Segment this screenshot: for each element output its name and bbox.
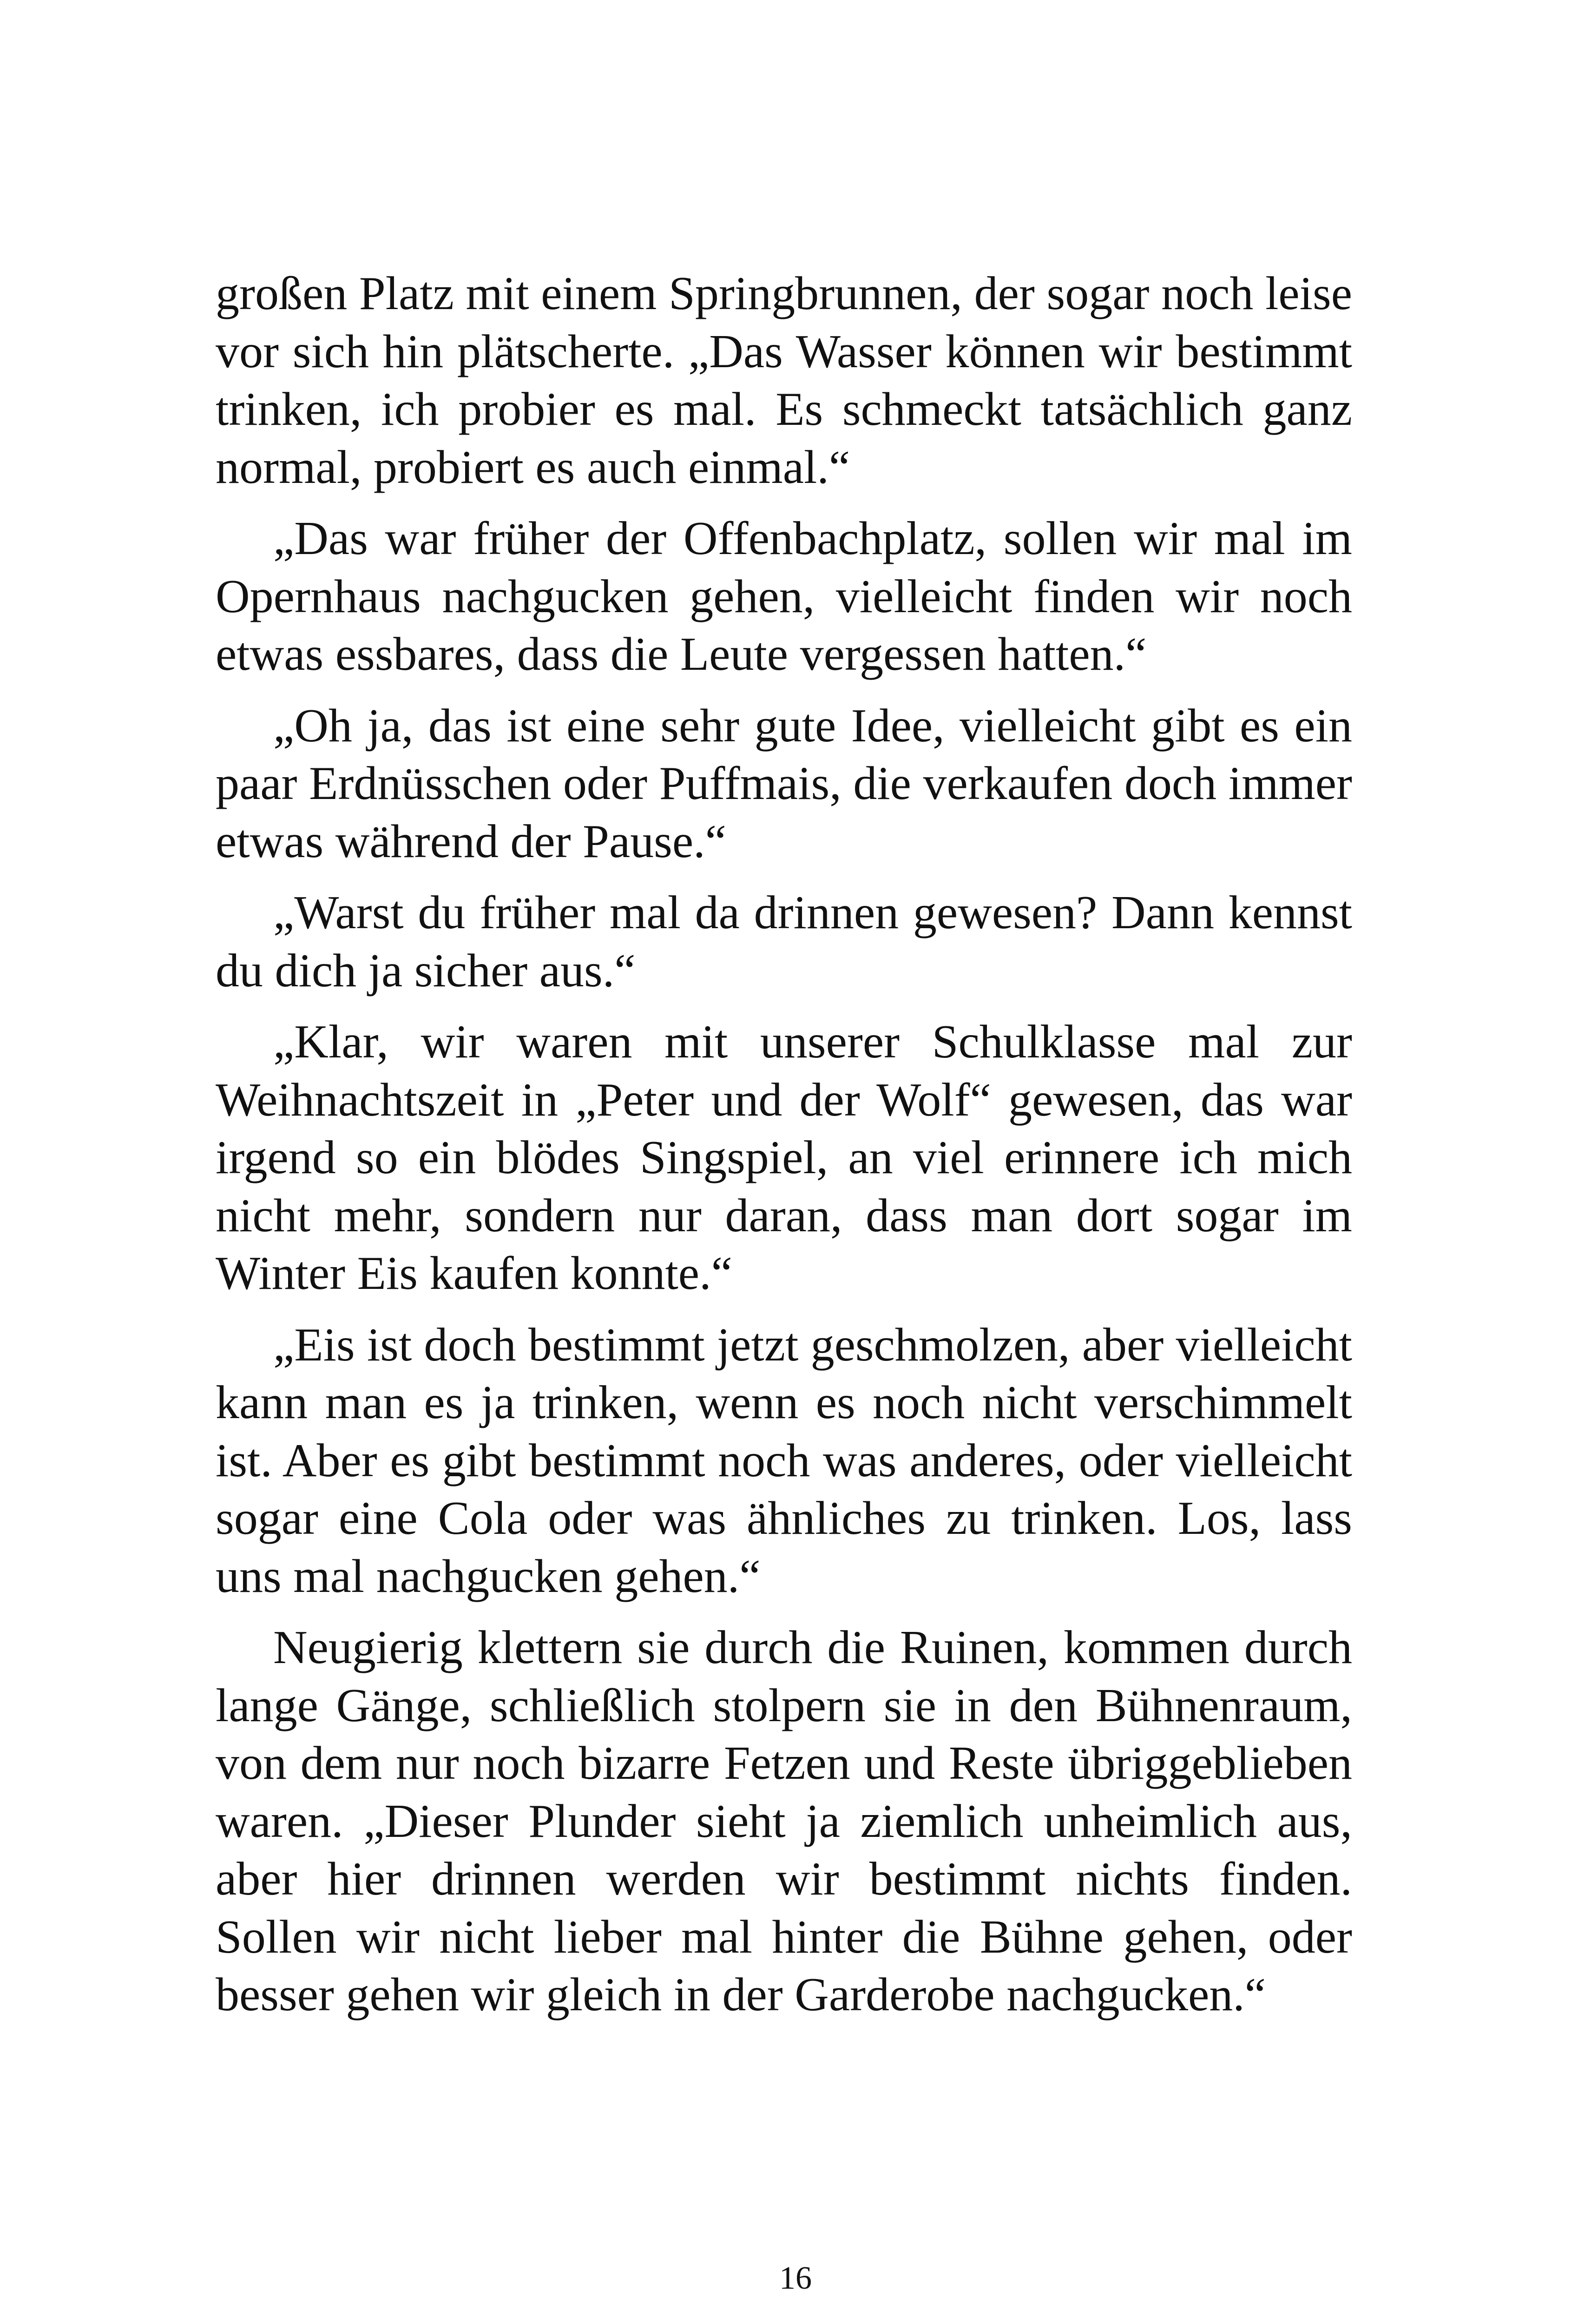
paragraph: großen Platz mit einem Springbrunnen, der sogar noch leise vor sich hin plätscherte. „Das Wasser können wir bestimmt trinken, ich probier es mal. Es schmeckt tatsächlich ganz normal, probiert es auch einmal.“ [216, 267, 1352, 494]
paragraph: „Das war früher der Offenbachplatz, sollen wir mal im Opernhaus nachgucken gehen, vielleicht finden wir noch etwas essbares, dass die Leute vergessen hatten.“ [216, 512, 1352, 680]
paragraph: „Oh ja, das ist eine sehr gute Idee, vielleicht gibt es ein paar Erdnüsschen oder Puffmais, die verkaufen doch immer etwas während der Pause.“ [216, 699, 1352, 868]
page-number: 16 [779, 2260, 812, 2296]
body-text [216, 265, 1352, 2038]
paragraph: „Eis ist doch bestimmt jetzt geschmolzen, aber vielleicht kann man es ja trinken, wenn es noch nicht verschimmelt ist. Aber es gibt bestimmt noch was anderes, oder vielleicht sogar eine Cola oder was ähnliches zu trinken. Los, lass uns mal nachgucken gehen.“ [216, 1318, 1352, 1603]
paragraph: „Klar, wir waren mit unserer Schulklasse mal zur Weihnachtszeit in „Peter und der Wolf“ gewesen, das war irgend so ein blödes Singspiel, an viel erinnere ich mich nicht mehr, sondern nur daran, dass man dort sogar im Winter Eis kaufen konnte.“ [216, 1016, 1352, 1300]
paragraph: „Warst du früher mal da drinnen gewesen? Dann kennst du dich ja sicher aus.“ [216, 886, 1352, 997]
paragraph: Neugierig klettern sie durch die Ruinen, kommen durch lange Gänge, schließlich stolpern sie in den Bühnenraum, von dem nur noch bizarre Fetzen und Reste übriggeblieben waren. „Dieser Plunder sieht ja ziemlich unheimlich aus, aber hier drinnen werden wir bestimmt nichts finden. Sollen wir nicht lieber mal hinter die Bühne gehen, oder besser gehen wir gleich in der Garderobe nachgucken.“ [216, 1621, 1352, 2021]
